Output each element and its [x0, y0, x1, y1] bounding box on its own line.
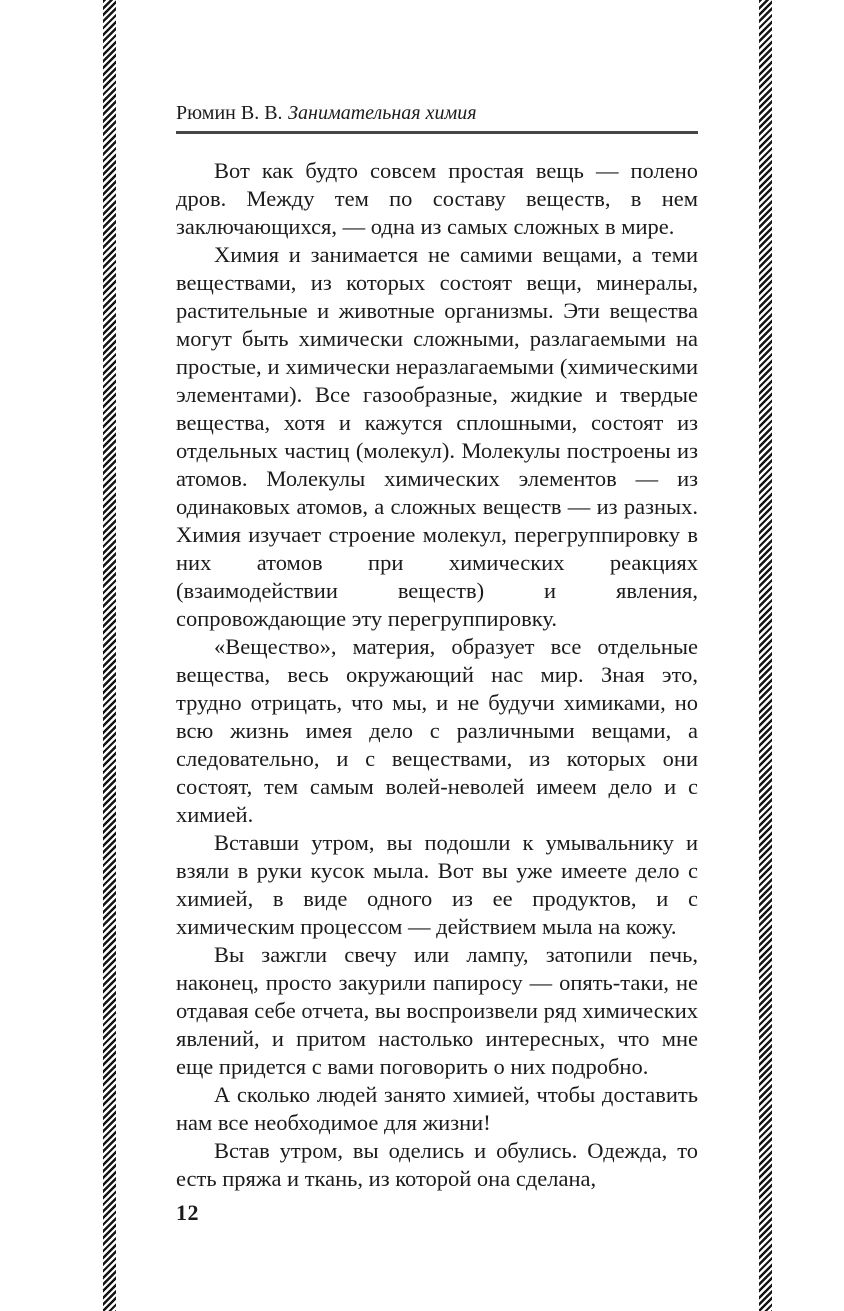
body-text	[176, 157, 698, 1193]
paragraph: «Вещество», материя, образует все отдельные вещества, весь окружающий нас мир. Зная это, трудно отрицать, что мы, и не будучи химиками, но всю жизнь имея дело с различными вещами, а следовательно, и с веществами, из которых они состоят, тем самым волей-неволей имеем дело и с химией.	[176, 634, 698, 827]
left-border-ornament	[103, 0, 116, 1311]
paragraph: Вы зажгли свечу или лампу, затопили печь, наконец, просто закурили папиросу — опять-таки, не отдавая себе отчета, вы воспроизвели ряд химических явлений, и притом настолько интересных, что мне еще придется с вами поговорить о них подробно.	[176, 942, 698, 1079]
running-head-book-title: Занимательная химия	[288, 102, 477, 124]
running-head-rule	[176, 131, 698, 134]
paragraph: Встав утром, вы оделись и обулись. Одежда, то есть пряжа и ткань, из которой она сделана,	[176, 1138, 698, 1191]
right-border-ornament	[759, 0, 772, 1311]
running-head-author: Рюмин В. В.	[176, 102, 283, 124]
running-head	[176, 100, 698, 126]
paragraph: Вставши утром, вы подошли к умывальнику и взяли в руки кусок мыла. Вот вы уже имеете дело с химией, в виде одного из ее продуктов, и с химическим процессом — действием мыла на кожу.	[176, 830, 698, 939]
paragraph: А сколько людей занято химией, чтобы доставить нам все необходимое для жизни!	[176, 1082, 698, 1135]
page-number: 12	[176, 1200, 199, 1225]
paragraph: Вот как будто совсем простая вещь — полено дров. Между тем по составу веществ, в нем заключающихся, — одна из самых сложных в мире.	[176, 158, 698, 239]
paragraph: Химия и занимается не самими вещами, а теми веществами, из которых состоят вещи, минералы, растительные и животные организмы. Эти вещества могут быть химически сложными, разлагаемыми на простые, и химически неразлагаемыми (химическими элементами). Все газообразные, жидкие и твердые вещества, хотя и кажутся сплошными, состоят из отдельных частиц (молекул). Молекулы построены из атомов. Молекулы химических элементов — из одинаковых атомов, а сложных веществ — из разных. Химия изучает строение молекул, перегруппировку в них атомов при химических реакциях (взаимодействии веществ) и явления, сопровождающие эту перегруппировку.	[176, 242, 698, 631]
